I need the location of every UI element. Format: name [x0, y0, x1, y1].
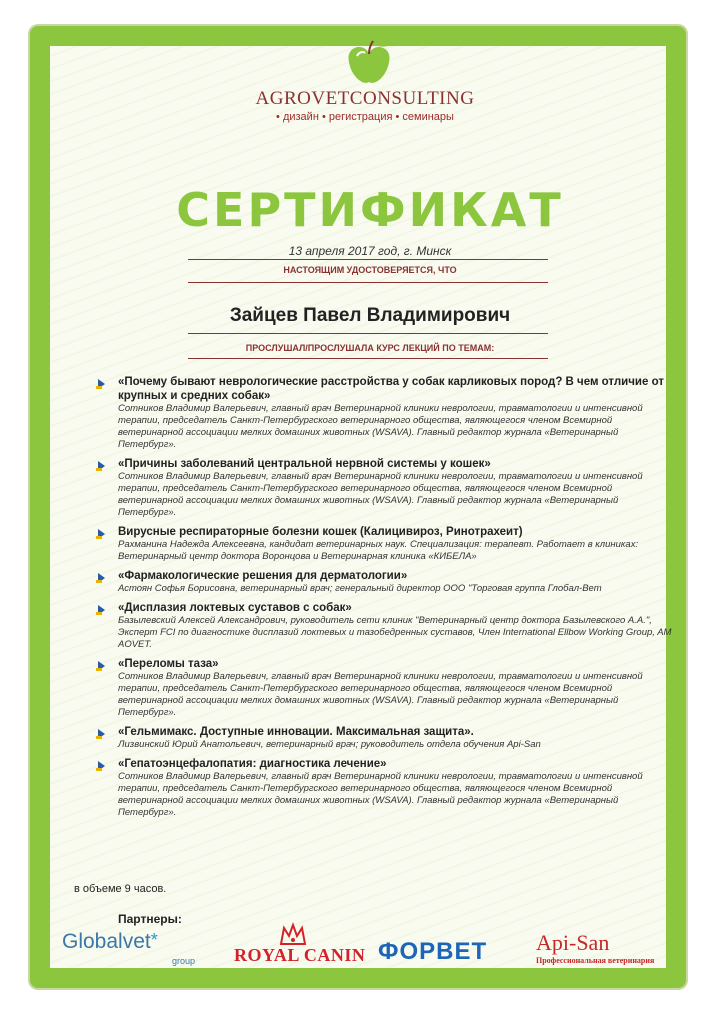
list-item — [92, 725, 672, 751]
list-item — [92, 757, 672, 819]
certificate-title: СЕРТИФИКАТ — [176, 183, 564, 237]
forvet-logo: ФОРВЕТ — [378, 938, 488, 965]
globalvet-name: Globalvet — [62, 930, 151, 953]
topic-lecturer: Рахманина Надежда Алексеевна, кандидат ветеринарных наук. Специализация: терапевт. Работает в клиниках: Ветеринарный центр доктора Воронцова и Ветеринарная клиника «КИБЕЛА» — [118, 539, 639, 562]
arrow-bullet-icon — [96, 728, 108, 740]
recipient-name: Зайцев Павел Владимирович — [229, 305, 511, 326]
arrow-bullet-icon — [96, 378, 108, 390]
arrow-bullet-icon — [96, 760, 108, 772]
certify-text: НАСТОЯЩИМ УДОСТОВЕРЯЕТСЯ, ЧТО — [283, 265, 457, 275]
list-item — [92, 601, 672, 651]
brand-tagline: • дизайн • регистрация • семинары — [276, 111, 454, 123]
globalvet-group: group — [172, 956, 196, 966]
arrow-bullet-icon — [96, 528, 108, 540]
arrow-bullet-icon — [96, 572, 108, 584]
course-hours: в объеме 9 часов. — [74, 883, 167, 895]
globalvet-logo — [62, 930, 196, 966]
topic-lecturer: Сотников Владимир Валерьевич, главный врач Ветеринарной клиники неврологии, травматологии и интенсивной терапии, председатель Санкт-Петербургского ветеринарного общества, являющегося членом Всемирной ветеринарной ассоциации мелких домашних животных (WSAVA). Главный редактор журнала «Ветеринарный Петербург». — [118, 403, 643, 450]
topic-title: Вирусные респираторные болезни кошек (Калицивироз, Ринотрахеит) — [118, 526, 523, 538]
list-item — [92, 525, 672, 563]
arrow-bullet-icon — [96, 604, 108, 616]
divider-line — [188, 282, 548, 283]
topic-title: «Гепатоэнцефалопатия: диагностика лечение» — [118, 758, 387, 770]
list-item — [92, 569, 672, 595]
topic-title: «Причины заболеваний центральной нервной системы у кошек» — [118, 458, 491, 470]
attended-text: ПРОСЛУШАЛ/ПРОСЛУШАЛА КУРС ЛЕКЦИЙ ПО ТЕМАМ: — [245, 343, 495, 353]
topic-lecturer: Лизвинский Юрий Анатольевич, ветеринарный врач; руководитель отдела обучения Api-San — [118, 739, 541, 750]
list-item — [92, 657, 672, 719]
divider-line — [188, 333, 548, 334]
topic-title: «Гельмимакс. Доступные инновации. Максимальная защита». — [118, 726, 474, 738]
topic-title: «Переломы таза» — [118, 658, 219, 670]
api-san-logo: Api-San — [536, 930, 610, 955]
royal-canin-logo: ROYAL CANIN — [234, 945, 366, 965]
arrow-bullet-icon — [96, 460, 108, 472]
partners-label: Партнеры: — [118, 912, 182, 926]
list-item — [92, 375, 672, 451]
topics-list — [92, 375, 672, 825]
divider-line — [188, 259, 548, 260]
topic-lecturer: Сотников Владимир Валерьевич, главный врач Ветеринарной клиники неврологии, травматологии и интенсивной терапии, председатель Санкт-Петербургского ветеринарного общества, являющегося членом Всемирной ветеринарной ассоциации мелких домашних животных (WSAVA). Главный редактор журнала «Ветеринарный Петербург». — [118, 671, 643, 718]
topic-lecturer: Сотников Владимир Валерьевич, главный врач Ветеринарной клиники неврологии, травматологии и интенсивной терапии, председатель Санкт-Петербургского ветеринарного общества, являющегося членом Всемирной ветеринарной ассоциации мелких домашних животных (WSAVA). Главный редактор журнала «Ветеринарный Петербург». — [118, 471, 643, 518]
topic-title: «Почему бывают неврологические расстройства у собак карликовых пород? В чем отличие от крупных и средних собак» — [118, 376, 664, 402]
star-icon: * — [150, 930, 158, 950]
arrow-bullet-icon — [96, 660, 108, 672]
topic-title: «Фармакологические решения для дерматологии» — [118, 570, 408, 582]
api-san-subtitle: Профессиональная ветеринария — [536, 956, 655, 965]
list-item — [92, 457, 672, 519]
topic-lecturer: Базылевский Алексей Александрович, руководитель сети клиник "Ветеринарный центр доктора Базылевского А.А.", Эксперт FCI по диагностике дисплазий локтевых и тазобедренных суставов, Член International Ellbow Working Group, AM AOVET. — [118, 615, 672, 650]
topic-title: «Дисплазия локтевых суставов с собак» — [118, 602, 352, 614]
divider-line — [188, 358, 548, 359]
date-place: 13 апреля 2017 год, г. Минск — [288, 244, 452, 258]
topic-lecturer: Сотников Владимир Валерьевич, главный врач Ветеринарной клиники неврологии, травматологии и интенсивной терапии, председатель Санкт-Петербургского ветеринарного общества, являющегося членом Всемирной ветеринарной ассоциации мелких домашних животных (WSAVA). Главный редактор журнала «Ветеринарный Петербург». — [118, 771, 643, 818]
topic-lecturer: Астоян Софья Борисовна, ветеринарный врач; генеральный директор ООО "Торговая группа Глобал-Вет — [118, 583, 602, 594]
brand-name: AGROVETCONSULTING — [255, 88, 475, 109]
